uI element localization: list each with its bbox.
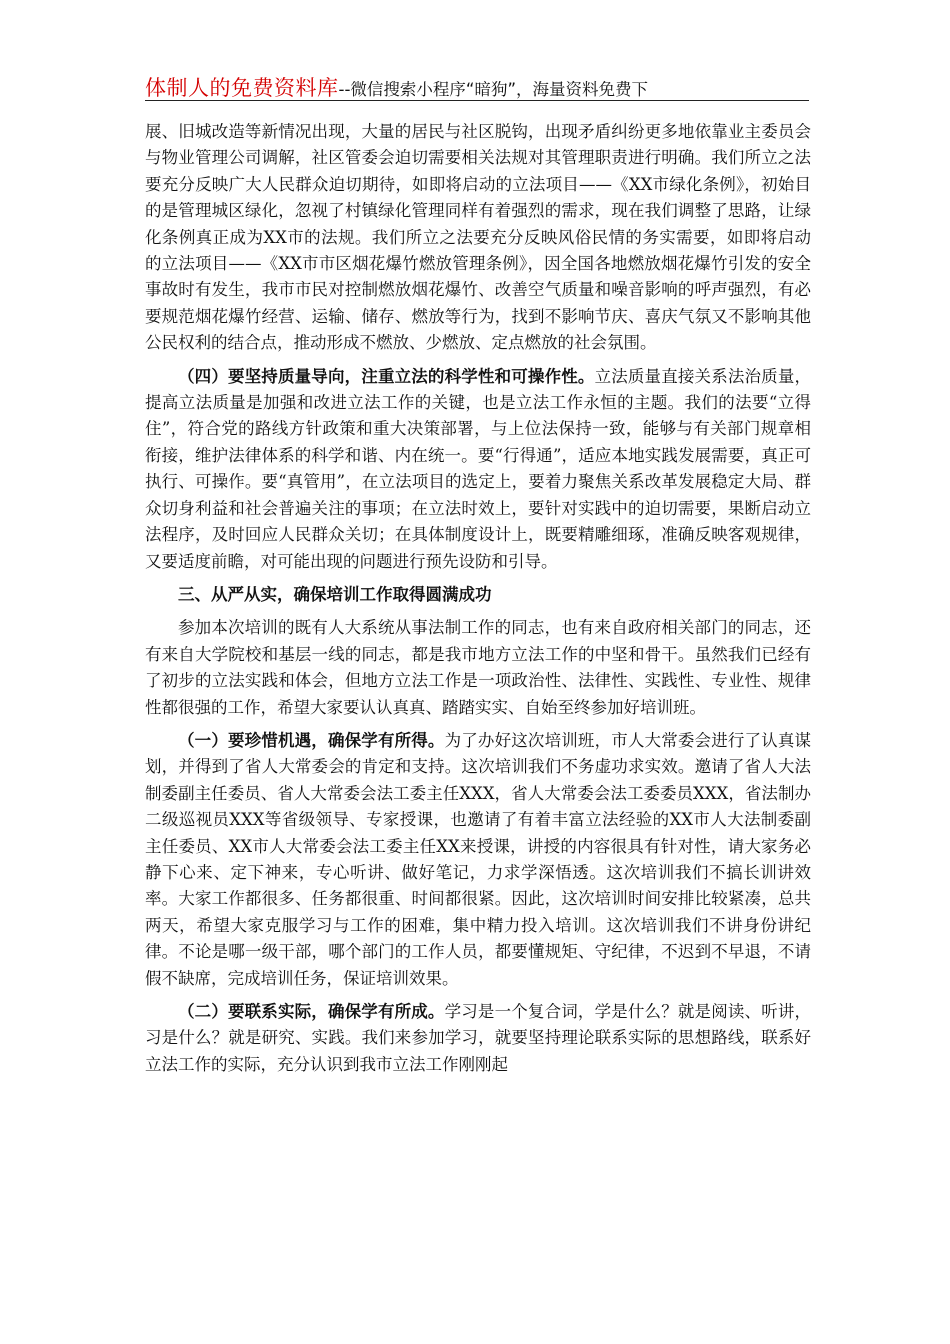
paragraph-text: 立法质量直接关系法治质量，提高立法质量是加强和改进立法工作的关键，也是立法工作永恒的主题。我们的法要“立得住”，符合党的路线方针政策和重大决策部署，与上位法保持一致，能够与有关部门规章相衔接，维护法律体系的科学和谐、内在统一。要“行得通”，适应本地实践发展需要，真正可执行、可操作。要“真管用”，在立法项目的选定上，要着力聚焦关系改革发展稳定大局、群众切身利益和社会普遍关注的事项；在立法时效上，要针对实践中的迫切需要，果断启动立法程序，及时回应人民群众关切；在具体制度设计上，既要精雕细琢，准确反映客观规律，又要适度前瞻，对可能出现的问题进行预先设防和引导。 xyxy=(145,366,812,571)
document-body xyxy=(145,119,811,1085)
paragraph-cherish-opportunity xyxy=(145,728,811,992)
header-divider xyxy=(145,100,809,101)
paragraph-heading: （四）要坚持质量导向，注重立法的科学性和可操作性。 xyxy=(178,366,595,386)
paragraph-quality-guidance xyxy=(145,364,811,575)
page-header xyxy=(145,72,809,102)
paragraph-text: 学习是一个复合词，学是什么？就是阅读、听讲，习是什么？就是研究、实践。我们来参加学习，就要坚持理论联系实际的思想路线，联系好立法工作的实际，充分认识到我市立法工作刚刚起 xyxy=(145,1002,812,1074)
paragraph-connect-practice xyxy=(145,999,811,1078)
header-brand: 体制人的免费资料库 xyxy=(145,76,339,100)
section-heading-3: 三、从严从实，确保培训工作取得圆满成功 xyxy=(178,584,492,604)
paragraph-heading: （二）要联系实际，确保学有所成。 xyxy=(178,1002,445,1021)
paragraph-participants: 参加本次培训的既有人大系统从事法制工作的同志，也有来自政府相关部门的同志，还有来自大学院校和基层一线的同志，都是我市地方立法工作的中坚和骨干。虽然我们已经有了初步的立法实践和体会，但地方立法工作是一项政治性、法律性、实践性、专业性、规律性都很强的工作，希望大家要认认真真、踏踏实实、自始至终参加好培训班。 xyxy=(145,618,811,717)
header-tagline: --微信搜索小程序“暗狗”，海量资料免费下 xyxy=(338,80,649,99)
paragraph-heading: （一）要珍惜机遇，确保学有所得。 xyxy=(178,730,445,750)
paragraph-continuation: 展、旧城改造等新情况出现，大量的居民与社区脱钩，出现矛盾纠纷更多地依靠业主委员会与物业管理公司调解，社区管委会迫切需要相关法规对其管理职责进行明确。我们所立之法要充分反映广大人民群众迫切期待，如即将启动的立法项目——《XX市绿化条例》，初始目的是管理城区绿化，忽视了村镇绿化管理同样有着强烈的需求，现在我们调整了思路，让绿化条例真正成为XX市的法规。我们所立之法要充分反映风俗民情的务实需要，如即将启动的立法项目——《XX市市区烟花爆竹燃放管理条例》，因全国各地燃放烟花爆竹引发的安全事故时有发生，我市市民对控制燃放烟花爆竹、改善空气质量和噪音影响的呼声强烈，有必要规范烟花爆竹经营、运输、储存、燃放等行为，找到不影响节庆、喜庆气氛又不影响其他公民权利的结合点，推动形成不燃放、少燃放、定点燃放的社会氛围。 xyxy=(145,122,811,353)
paragraph-text: 为了办好这次培训班，市人大常委会进行了认真谋划，并得到了省人大常委会的肯定和支持。这次培训我们不务虚功求实效。邀请了省人大法制委副主任委员、省人大常委会法工委主任XXX，省人大常委会法工委委员XXX，省法制办二级巡视员XXX等省级领导、专家授课，也邀请了有着丰富立法经验的XX市人大法制委副主任委员、XX市人大常委会法工委主任XX来授课，讲授的内容很具有针对性，请大家务必静下心来、定下神来，专心听讲、做好笔记，力求学深悟透。这次培训我们不搞长训讲效率。大家工作都很多、任务都很重、时间都很紧。因此，这次培训时间安排比较紧凑，总共两天，希望大家克服学习与工作的困难，集中精力投入培训。这次培训我们不讲身份讲纪律。不论是哪一级干部，哪个部门的工作人员，都要懂规矩、守纪律，不迟到不早退，不请假不缺席，完成培训任务，保证培训效果。 xyxy=(145,730,812,988)
